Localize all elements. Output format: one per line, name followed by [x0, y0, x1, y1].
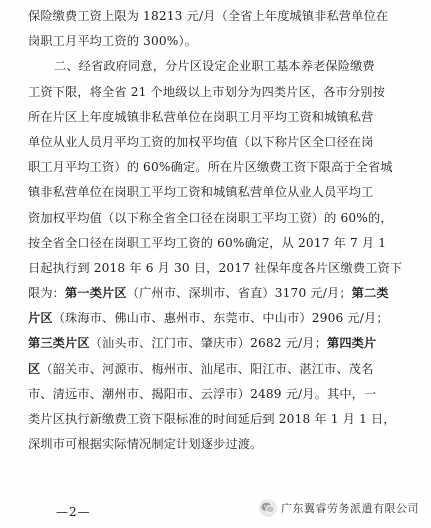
text-line — [28, 357, 406, 382]
text-segment: 日起执行到 2018 年 6 月 30 日，2017 社保年度各片区缴费工资下 — [28, 260, 403, 275]
text-line — [28, 331, 406, 356]
text-line — [28, 80, 406, 105]
text-segment: 深圳市可根据实际情况制定计划逐步过渡。 — [28, 437, 263, 452]
text-line — [28, 432, 406, 457]
wechat-icon — [259, 499, 277, 517]
bold-text-segment: 片区 — [28, 311, 53, 326]
document-body — [28, 4, 406, 457]
watermark — [255, 497, 425, 519]
text-line — [28, 130, 406, 155]
bold-text-segment: 第一类片区 — [65, 286, 127, 301]
text-segment: 职工月平均工资）的 60%确定。所在片区缴费工资下限高于全省城 — [28, 160, 393, 175]
bold-text-segment: 区 — [28, 361, 41, 376]
text-line — [28, 407, 406, 432]
text-line — [28, 155, 406, 180]
text-segment: （珠海市、佛山市、惠州市、东莞市、中山市）2906 元/月； — [52, 311, 389, 326]
text-segment: 工资下限，将全省 21 个地级以上市划分为四类片区，各市分别按 — [28, 84, 385, 99]
bold-text-segment: 第四类片 — [326, 336, 377, 351]
text-segment: 按全省全口径在岗职工平均工资的 60%确定，从 2017 年 7 月 1 — [28, 235, 387, 250]
text-line — [28, 180, 406, 205]
text-segment: 所在片区上年度城镇非私营单位在岗职工月平均工资和城镇私营 — [28, 109, 374, 124]
text-segment: 资加权平均值（以下称全省全口径在岗职工平均工资）的 60%的， — [28, 210, 393, 225]
text-segment: 岗职工月平均工资的 300%）。 — [28, 34, 198, 49]
text-line — [28, 4, 406, 29]
text-line — [28, 206, 406, 231]
text-segment: 二、经省政府同意，分片区设定企业职工基本养老保险缴费 — [54, 59, 375, 74]
text-segment: 市、清远市、潮州市、揭阳市、云浮市）2489 元/月。其中，一 — [28, 386, 377, 401]
text-line — [28, 256, 406, 281]
page-number: —2— — [56, 505, 91, 519]
text-segment: （广州市、深圳市、省直）3170 元/月； — [126, 286, 352, 301]
text-segment: 限为： — [28, 286, 66, 301]
text-line — [28, 382, 406, 407]
text-line — [28, 29, 406, 54]
text-line — [28, 105, 406, 130]
text-segment: 类片区执行新缴费工资下限标准的时间延后到 2018 年 1 月 1 日， — [28, 412, 396, 426]
text-line — [28, 54, 406, 79]
bold-text-segment: 第二类 — [351, 286, 389, 301]
text-line — [28, 231, 406, 256]
text-line — [28, 306, 406, 331]
text-segment: 镇非私营单位在岗职工平均工资和城镇私营单位从业人员平均工 — [28, 185, 374, 200]
text-segment: 单位从业人员月平均工资的加权平均值（以下称片区全口径在岗 — [28, 134, 374, 149]
text-line — [28, 281, 406, 306]
text-segment: （韶关市、河源市、梅州市、汕尾市、阳江市、湛江市、茂名 — [40, 361, 374, 376]
bold-text-segment: 第三类片区 — [28, 336, 90, 351]
text-segment: （汕头市、江门市、肇庆市）2682 元/月； — [89, 336, 327, 351]
watermark-text: 广东翼睿劳务派遣有限公司 — [281, 502, 419, 515]
text-segment: 保险缴费工资上限为 18213 元/月（全省上年度城镇非私营单位在 — [28, 9, 389, 23]
